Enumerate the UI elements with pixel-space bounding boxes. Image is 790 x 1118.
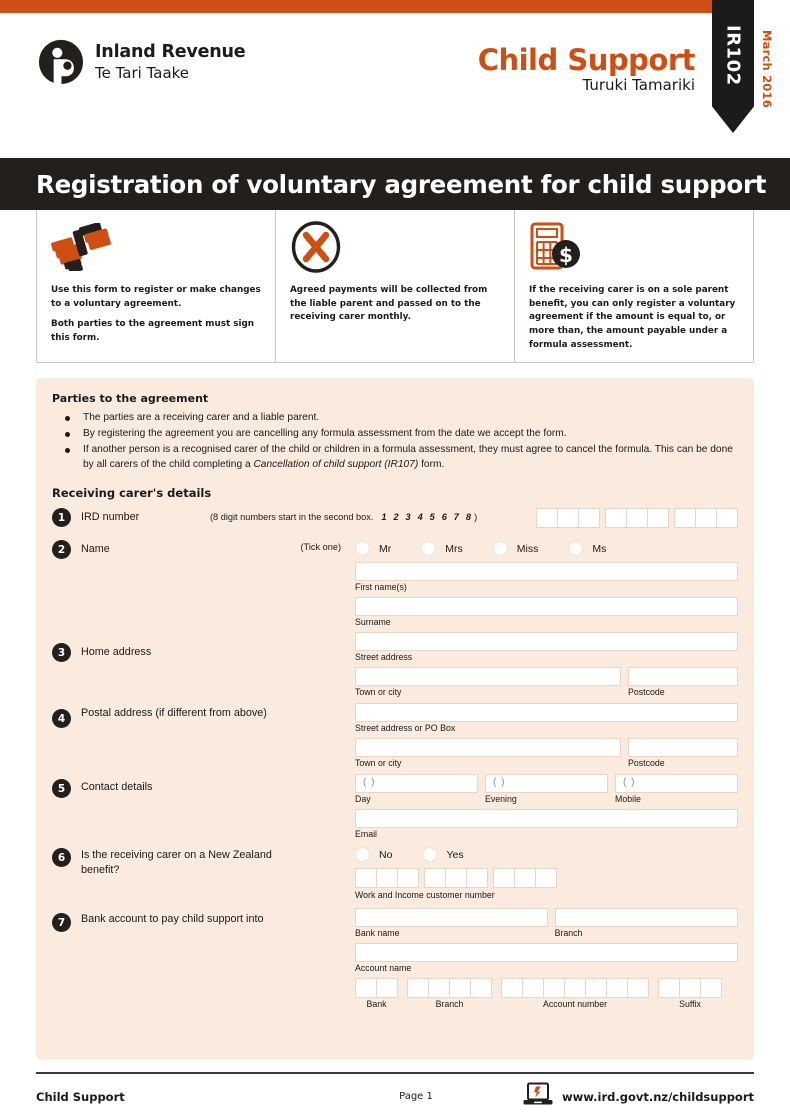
question-4 — [52, 703, 738, 773]
brand-block — [478, 45, 695, 94]
ird-digit-box[interactable] — [647, 508, 669, 528]
info-box-3-text — [529, 284, 739, 352]
info-box-1 — [37, 210, 276, 362]
title-option-miss-label: Miss — [516, 542, 539, 555]
info-box-1-line-1: Use this form to register or make changes to a voluntary agreement. — [51, 285, 261, 309]
section-heading: Receiving carer's details — [52, 486, 212, 501]
info-box-2 — [276, 210, 515, 362]
handshake-icon — [51, 222, 261, 272]
wi-digit-box[interactable] — [466, 868, 488, 888]
home-postcode-label: Postcode — [628, 687, 665, 698]
postal-town-city-input[interactable] — [355, 738, 621, 757]
account-digit-box[interactable] — [564, 978, 586, 998]
title-option-ms[interactable] — [568, 541, 606, 556]
bank-account-part-suffix[interactable] — [658, 978, 722, 1014]
radio-circle-icon[interactable] — [355, 541, 370, 556]
parties-bullet-list — [52, 410, 738, 472]
home-postcode-input[interactable] — [628, 667, 738, 686]
wi-digit-box[interactable] — [376, 868, 398, 888]
phone-evening-input[interactable]: ( ) — [485, 774, 608, 793]
phone-day-label: Day — [355, 794, 371, 805]
branch-digit-box[interactable] — [449, 978, 471, 998]
home-street-address-input[interactable] — [355, 632, 738, 651]
inland-revenue-logo-icon — [38, 39, 84, 85]
benefit-radio-group[interactable] — [355, 846, 738, 862]
list-item: If another person is a recognised carer of the child or children in a formula assessment, they must agree to cancel the formula. This can be done by all carers of the child completing a Cancellation of child support (IR107) form. — [52, 442, 738, 472]
suffix-digit-box[interactable] — [700, 978, 722, 998]
bank-account-number-input[interactable] — [355, 978, 738, 1014]
question-5-number: 5 — [52, 779, 71, 798]
postal-town-city-label: Town or city — [355, 758, 402, 769]
title-option-miss[interactable] — [493, 541, 539, 556]
page-title: Registration of voluntary agreement for child support — [36, 169, 767, 199]
ird-digit-box[interactable] — [695, 508, 717, 528]
question-5-label: Contact details — [81, 781, 153, 794]
branch-digit-box[interactable] — [428, 978, 450, 998]
title-option-mr-label: Mr — [379, 542, 392, 555]
question-6-number: 6 — [52, 848, 71, 867]
account-number-part-label: Account number — [542, 999, 608, 1010]
brand-subtitle: Turuki Tamariki — [582, 76, 695, 95]
bank-branch-input[interactable] — [555, 908, 738, 927]
ird-hint-prefix: (8 digit numbers start in the second box. — [210, 512, 374, 523]
ird-number-hint — [210, 508, 530, 522]
footer-website-url: www.ird.govt.nz/childsupport — [562, 1089, 754, 1104]
top-accent-bar — [0, 0, 715, 13]
benefit-option-no[interactable] — [355, 847, 392, 862]
question-1-number: 1 — [52, 508, 71, 527]
email-label: Email — [355, 829, 377, 840]
wi-digit-box[interactable] — [355, 868, 377, 888]
wi-digit-box[interactable] — [493, 868, 515, 888]
ird-digit-box[interactable] — [626, 508, 648, 528]
info-box-1-text — [51, 284, 261, 346]
inland-revenue-logo-block — [38, 39, 245, 85]
question-6 — [52, 846, 738, 905]
laptop-icon — [523, 1082, 553, 1111]
wi-digit-box[interactable] — [424, 868, 446, 888]
ird-box-group-2[interactable] — [605, 508, 669, 528]
title-option-ms-label: Ms — [592, 542, 607, 555]
suffix-digit-box[interactable] — [658, 978, 680, 998]
form-code-label: IR102 — [722, 24, 744, 86]
question-1 — [52, 508, 738, 528]
radio-circle-icon[interactable] — [568, 541, 583, 556]
benefit-option-yes[interactable] — [422, 847, 463, 862]
phone-day-input[interactable]: ( ) — [355, 774, 478, 793]
question-3 — [52, 632, 738, 702]
postal-postcode-input[interactable] — [628, 738, 738, 757]
ird-box-group-3[interactable] — [674, 508, 738, 528]
postal-postcode-label: Postcode — [628, 758, 665, 769]
ird-digit-box[interactable] — [674, 508, 696, 528]
question-6-label: Is the receiving carer on a New Zealand benefit? — [81, 849, 272, 876]
document-title-bar — [0, 158, 790, 210]
account-name-label: Account name — [355, 963, 412, 974]
ird-box-group-1[interactable] — [536, 508, 600, 528]
brand-title: Child Support — [477, 43, 695, 77]
branch-part-label: Branch — [435, 999, 464, 1010]
revision-date-label: March 2016 — [760, 30, 774, 108]
bank-name-label: Bank name — [355, 928, 400, 939]
bank-account-part-branch[interactable] — [407, 978, 492, 1014]
account-digit-box[interactable] — [585, 978, 607, 998]
branch-digit-box[interactable] — [470, 978, 492, 998]
account-digit-box[interactable] — [606, 978, 628, 998]
bank-branch-label: Branch — [554, 928, 583, 939]
work-income-customer-number-input[interactable] — [355, 868, 738, 888]
bank-name-input[interactable] — [355, 908, 548, 927]
form-panel — [36, 378, 754, 1060]
benefit-option-yes-label: Yes — [446, 848, 464, 861]
info-box-3-line-1: If the receiving carer is on a sole parent benefit, you can only register a voluntary agreement if the amount is equal to, or more than, the amount payable under a formula assessment. — [529, 285, 736, 350]
question-7-number: 7 — [52, 913, 71, 932]
wi-digit-box[interactable] — [514, 868, 536, 888]
radio-circle-icon[interactable] — [421, 541, 436, 556]
list-item: The parties are a receiving carer and a liable parent. — [52, 410, 738, 425]
ird-number-input[interactable] — [536, 508, 738, 528]
ird-hint-digits: 1 2 3 4 5 6 7 8 — [381, 512, 474, 523]
question-2-number: 2 — [52, 540, 71, 559]
suffix-digit-box[interactable] — [679, 978, 701, 998]
bank-digit-box[interactable] — [355, 978, 377, 998]
wi-box-group-2[interactable] — [424, 868, 488, 888]
radio-circle-icon[interactable] — [355, 847, 370, 862]
question-3-number: 3 — [52, 643, 71, 662]
branch-digit-box[interactable] — [407, 978, 429, 998]
bank-account-part-number[interactable] — [501, 978, 649, 1014]
logo-name-mi: Te Tari Taake — [95, 63, 190, 82]
question-7-label: Bank account to pay child support into — [81, 913, 264, 926]
ird-hint-suffix: ) — [474, 512, 478, 523]
radio-circle-icon[interactable] — [422, 847, 437, 862]
ird-digit-box[interactable] — [716, 508, 738, 528]
work-income-customer-number-label: Work and Income customer number — [355, 890, 495, 901]
svg-text:$: $ — [559, 243, 573, 267]
phone-mobile-label: Mobile — [615, 794, 641, 805]
bank-part-label: Bank — [366, 999, 387, 1010]
title-option-mr[interactable] — [355, 541, 391, 556]
parties-heading: Parties to the agreement — [52, 392, 209, 405]
info-box-2-text — [290, 284, 500, 325]
page-footer — [36, 1082, 754, 1111]
account-name-input[interactable] — [355, 943, 738, 962]
footer-form-name: Child Support — [36, 1089, 125, 1104]
bank-digit-box[interactable] — [376, 978, 398, 998]
title-radio-group[interactable] — [355, 540, 636, 556]
first-name-input[interactable] — [355, 562, 738, 581]
question-3-label: Home address — [81, 646, 152, 659]
surname-input[interactable] — [355, 597, 738, 616]
info-box-3 — [515, 210, 753, 362]
title-option-mrs-label: Mrs — [445, 542, 463, 555]
info-boxes — [36, 210, 754, 363]
form-reference-italic: Cancellation of child support (IR107) — [253, 459, 419, 471]
email-input[interactable] — [355, 809, 738, 828]
circled-x-icon — [290, 222, 500, 272]
footer-page-number: Page 1 — [399, 1091, 433, 1102]
home-town-city-input[interactable] — [355, 667, 621, 686]
info-box-1-line-2: Both parties to the agreement must sign this form. — [51, 319, 255, 343]
phone-mobile-input[interactable]: ( ) — [615, 774, 738, 793]
phone-evening-label: Evening — [485, 794, 517, 805]
wi-digit-box[interactable] — [397, 868, 419, 888]
list-item: By registering the agreement you are cancelling any formula assessment from the date we accept the form. — [52, 426, 738, 441]
suffix-part-label: Suffix — [679, 999, 701, 1010]
tick-one-hint: (Tick one) — [300, 542, 341, 553]
account-digit-box[interactable] — [543, 978, 565, 998]
ird-digit-box[interactable] — [557, 508, 579, 528]
title-option-mrs[interactable] — [421, 541, 463, 556]
page-header — [0, 13, 790, 153]
home-town-city-label: Town or city — [355, 687, 402, 698]
home-street-address-label: Street address — [355, 652, 413, 663]
ird-digit-box[interactable] — [536, 508, 558, 528]
benefit-option-no-label: No — [379, 848, 393, 861]
question-2-label: Name — [81, 543, 110, 556]
account-digit-box[interactable] — [501, 978, 523, 998]
wi-digit-box[interactable] — [445, 868, 467, 888]
first-name-label: First name(s) — [355, 582, 407, 593]
footer-divider — [36, 1072, 754, 1074]
ird-digit-box[interactable] — [578, 508, 600, 528]
calculator-dollar-icon — [529, 222, 739, 272]
logo-name-en: Inland Revenue — [95, 42, 246, 63]
postal-street-address-label: Street address or PO Box — [355, 723, 456, 734]
question-7 — [52, 908, 738, 1014]
question-2 — [52, 540, 738, 632]
bank-account-part-bank[interactable] — [355, 978, 398, 1014]
account-digit-box[interactable] — [522, 978, 544, 998]
surname-label: Surname — [355, 617, 391, 628]
question-4-label: Postal address (if different from above) — [81, 707, 267, 720]
question-4-number: 4 — [52, 709, 71, 728]
ird-digit-box[interactable] — [605, 508, 627, 528]
wi-digit-box[interactable] — [535, 868, 557, 888]
postal-street-address-input[interactable] — [355, 703, 738, 722]
wi-box-group-1[interactable] — [355, 868, 419, 888]
question-5 — [52, 774, 738, 844]
account-digit-box[interactable] — [627, 978, 649, 998]
info-box-2-line-1: Agreed payments will be collected from the liable parent and passed on to the receiving carer monthly. — [290, 285, 488, 323]
wi-box-group-3[interactable] — [493, 868, 557, 888]
radio-circle-icon[interactable] — [493, 541, 508, 556]
question-1-label: IRD number — [81, 511, 140, 524]
